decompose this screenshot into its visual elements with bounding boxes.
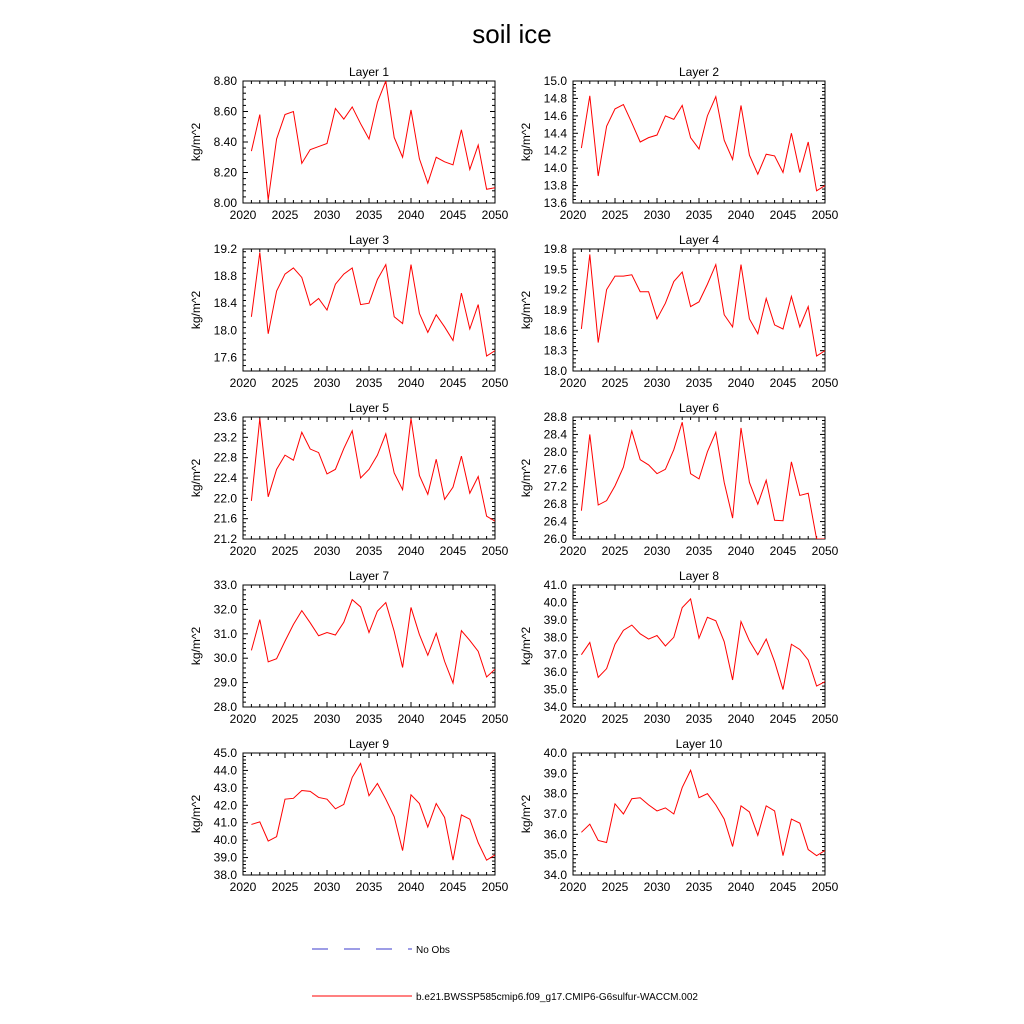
- legend-label-model: b.e21.BWSSP585cmip6.f09_g17.CMIP6-G6sulfur-WACCM.002: [416, 992, 698, 1003]
- layer-8-ytick-label: 37.0: [543, 647, 567, 662]
- layer-3-frame: [243, 249, 495, 371]
- layer-2-ytick-label: 13.6: [543, 196, 567, 210]
- layer-3-title: Layer 3: [348, 233, 390, 247]
- layer-10-ytick-label: 39.0: [543, 766, 567, 781]
- layer-2-ytick-label: 14.0: [543, 161, 567, 176]
- panel-layer-8: [519, 569, 839, 726]
- layer-3-xtick-label: 2020: [229, 376, 257, 390]
- layer-4-ytick-label: 18.3: [543, 343, 567, 358]
- layer-7-ylabel: kg/m^2: [189, 626, 203, 666]
- layer-2-ytick-label: 14.6: [543, 108, 567, 123]
- layer-10-ytick-label: 34.0: [543, 868, 567, 882]
- layer-9-ytick-label: 40.0: [213, 833, 237, 848]
- layer-9-xtick-label: 2045: [439, 880, 467, 894]
- layer-1-ytick-label: 8.00: [213, 196, 237, 210]
- layer-8-ytick-label: 40.0: [543, 595, 567, 610]
- layer-9-xtick-label: 2040: [397, 880, 425, 894]
- layer-4-ytick-label: 18.9: [543, 303, 567, 317]
- layer-1-xtick-label: 2045: [439, 208, 467, 222]
- layer-10-series-line: [581, 770, 825, 855]
- layer-6-xtick-label: 2030: [643, 544, 671, 558]
- layer-10-xtick-label: 2050: [811, 880, 839, 894]
- layer-6-ytick-label: 28.4: [543, 427, 567, 442]
- layer-4-title: Layer 4: [678, 233, 720, 247]
- layer-1-frame: [243, 81, 495, 203]
- layer-6-ytick-label: 26.8: [543, 497, 567, 512]
- layer-6-series-line: [581, 422, 825, 539]
- layer-3-xtick-label: 2040: [397, 376, 425, 390]
- layer-9-ylabel: kg/m^2: [189, 794, 203, 834]
- legend-label-no-obs: No Obs: [416, 945, 450, 956]
- layer-1-ylabel: kg/m^2: [189, 122, 203, 162]
- layer-4-ytick-label: 19.8: [543, 242, 567, 256]
- layer-8-xtick-label: 2020: [559, 712, 587, 726]
- panel-layer-4: [519, 233, 839, 390]
- layer-7-title: Layer 7: [348, 569, 390, 583]
- layer-8-ytick-label: 35.0: [543, 682, 567, 697]
- layer-4-xtick-label: 2025: [601, 376, 629, 390]
- layer-10-ylabel: kg/m^2: [519, 794, 533, 834]
- layer-9-frame: [243, 753, 495, 875]
- layer-6-ytick-label: 27.2: [543, 479, 567, 494]
- layer-5-xtick-label: 2045: [439, 544, 467, 558]
- layer-2-xtick-label: 2025: [601, 208, 629, 222]
- layer-7-xtick-label: 2035: [355, 712, 383, 726]
- layer-4-series-line: [581, 254, 825, 356]
- panel-layer-2: [519, 65, 839, 222]
- layer-2-title: Layer 2: [678, 65, 720, 79]
- layer-10-xtick-label: 2025: [601, 880, 629, 894]
- panel-layer-6: [519, 401, 839, 558]
- layer-5-ytick-label: 21.6: [213, 511, 237, 526]
- layer-2-xtick-label: 2020: [559, 208, 587, 222]
- layer-8-ytick-label: 38.0: [543, 630, 567, 645]
- layer-2-xtick-label: 2035: [685, 208, 713, 222]
- layer-5-ytick-label: 22.8: [213, 450, 237, 465]
- layer-6-ytick-label: 26.4: [543, 514, 567, 529]
- layer-8-title: Layer 8: [678, 569, 720, 583]
- layer-2-series-line: [581, 96, 825, 191]
- layer-8-ytick-label: 39.0: [543, 612, 567, 627]
- layer-9-ytick-label: 39.0: [213, 850, 237, 865]
- layer-5-ytick-label: 23.2: [213, 430, 237, 445]
- layer-10-ytick-label: 36.0: [543, 827, 567, 842]
- layer-6-ytick-label: 28.0: [543, 444, 567, 459]
- layer-4-ytick-label: 18.6: [543, 323, 567, 338]
- layer-9-ytick-label: 42.0: [213, 798, 237, 813]
- layer-4-xtick-label: 2045: [769, 376, 797, 390]
- layer-1-xtick-label: 2040: [397, 208, 425, 222]
- layer-3-ytick-label: 18.0: [213, 323, 237, 338]
- layer-6-ylabel: kg/m^2: [519, 458, 533, 498]
- layer-7-ytick-label: 31.0: [213, 626, 237, 641]
- layer-6-xtick-label: 2035: [685, 544, 713, 558]
- panel-layer-3: [189, 233, 509, 390]
- layer-6-xtick-label: 2050: [811, 544, 839, 558]
- layer-7-ytick-label: 33.0: [213, 578, 237, 592]
- layer-2-xtick-label: 2040: [727, 208, 755, 222]
- layer-9-ytick-label: 41.0: [213, 815, 237, 830]
- layer-2-xtick-label: 2045: [769, 208, 797, 222]
- layer-3-xtick-label: 2030: [313, 376, 341, 390]
- layer-6-title: Layer 6: [678, 401, 720, 415]
- layer-1-title: Layer 1: [348, 65, 390, 79]
- layer-4-xtick-label: 2020: [559, 376, 587, 390]
- layer-3-xtick-label: 2050: [481, 376, 509, 390]
- layer-10-xtick-label: 2030: [643, 880, 671, 894]
- layer-1-xtick-label: 2035: [355, 208, 383, 222]
- layer-9-xtick-label: 2025: [271, 880, 299, 894]
- layer-5-ytick-label: 22.0: [213, 491, 237, 506]
- layer-7-series-line: [251, 600, 495, 683]
- layer-3-xtick-label: 2045: [439, 376, 467, 390]
- layer-2-ytick-label: 14.8: [543, 91, 567, 106]
- layer-8-frame: [573, 585, 825, 707]
- layer-10-ytick-label: 37.0: [543, 807, 567, 821]
- layer-3-series-line: [251, 252, 495, 356]
- layer-4-ytick-label: 18.0: [543, 364, 567, 378]
- layer-5-ylabel: kg/m^2: [189, 458, 203, 498]
- layer-8-ytick-label: 36.0: [543, 665, 567, 680]
- panels-grid: [189, 65, 839, 894]
- layer-5-ytick-label: 22.4: [213, 471, 237, 485]
- layer-3-ylabel: kg/m^2: [189, 290, 203, 330]
- panel-layer-9: [189, 737, 509, 894]
- layer-9-xtick-label: 2020: [229, 880, 257, 894]
- layer-1-xtick-label: 2050: [481, 208, 509, 222]
- layer-1-xtick-label: 2020: [229, 208, 257, 222]
- layer-10-xtick-label: 2035: [685, 880, 713, 894]
- layer-1-ytick-label: 8.80: [213, 74, 237, 88]
- layer-3-xtick-label: 2025: [271, 376, 299, 390]
- layer-2-ytick-label: 13.8: [543, 178, 567, 193]
- layer-5-ytick-label: 21.2: [213, 532, 237, 546]
- panel-layer-1: [189, 65, 509, 222]
- layer-5-title: Layer 5: [348, 401, 390, 415]
- layer-9-ytick-label: 45.0: [213, 746, 237, 760]
- layer-7-ytick-label: 30.0: [213, 651, 237, 666]
- layer-6-ytick-label: 28.8: [543, 410, 567, 424]
- layer-1-ytick-label: 8.60: [213, 104, 237, 119]
- layer-8-xtick-label: 2045: [769, 712, 797, 726]
- layer-8-xtick-label: 2040: [727, 712, 755, 726]
- layer-8-xtick-label: 2025: [601, 712, 629, 726]
- panel-layer-7: [189, 569, 509, 726]
- layer-7-xtick-label: 2045: [439, 712, 467, 726]
- layer-10-frame: [573, 753, 825, 875]
- layer-5-series-line: [251, 419, 495, 522]
- layer-6-ytick-label: 26.0: [543, 532, 567, 546]
- layer-6-xtick-label: 2020: [559, 544, 587, 558]
- layer-5-xtick-label: 2025: [271, 544, 299, 558]
- layer-7-xtick-label: 2020: [229, 712, 257, 726]
- layer-9-title: Layer 9: [348, 737, 390, 751]
- layer-7-xtick-label: 2025: [271, 712, 299, 726]
- layer-5-ytick-label: 23.6: [213, 410, 237, 424]
- layer-2-frame: [573, 81, 825, 203]
- layer-8-xtick-label: 2050: [811, 712, 839, 726]
- layer-4-ylabel: kg/m^2: [519, 290, 533, 330]
- layer-10-xtick-label: 2020: [559, 880, 587, 894]
- layer-4-xtick-label: 2050: [811, 376, 839, 390]
- layer-4-xtick-label: 2040: [727, 376, 755, 390]
- layer-5-xtick-label: 2030: [313, 544, 341, 558]
- layer-2-ytick-label: 15.0: [543, 74, 567, 88]
- layer-5-xtick-label: 2040: [397, 544, 425, 558]
- layer-10-ytick-label: 38.0: [543, 786, 567, 801]
- layer-2-ytick-label: 14.2: [543, 143, 567, 158]
- layer-3-ytick-label: 18.4: [213, 296, 237, 311]
- layer-8-xtick-label: 2035: [685, 712, 713, 726]
- layer-8-series-line: [581, 599, 825, 690]
- layer-1-ytick-label: 8.40: [213, 135, 237, 149]
- layer-2-ytick-label: 14.4: [543, 126, 567, 141]
- layer-4-ytick-label: 19.2: [543, 282, 567, 297]
- layer-9-ytick-label: 44.0: [213, 763, 237, 778]
- layer-1-xtick-label: 2025: [271, 208, 299, 222]
- layer-10-ytick-label: 40.0: [543, 746, 567, 760]
- layer-2-xtick-label: 2050: [811, 208, 839, 222]
- layer-7-frame: [243, 585, 495, 707]
- layer-2-xtick-label: 2030: [643, 208, 671, 222]
- layer-6-xtick-label: 2025: [601, 544, 629, 558]
- layer-7-ytick-label: 28.0: [213, 700, 237, 714]
- layer-1-ytick-label: 8.20: [213, 165, 237, 180]
- layer-7-xtick-label: 2050: [481, 712, 509, 726]
- layer-7-ytick-label: 32.0: [213, 602, 237, 617]
- layer-7-ytick-label: 29.0: [213, 675, 237, 690]
- layer-5-xtick-label: 2050: [481, 544, 509, 558]
- layer-3-ytick-label: 19.2: [213, 242, 237, 256]
- figure-title: soil ice: [472, 19, 552, 49]
- layer-3-ytick-label: 18.8: [213, 269, 237, 284]
- layer-9-series-line: [251, 763, 495, 860]
- layer-10-xtick-label: 2040: [727, 880, 755, 894]
- layer-1-xtick-label: 2030: [313, 208, 341, 222]
- layer-9-xtick-label: 2050: [481, 880, 509, 894]
- legend: [312, 945, 698, 1003]
- panel-layer-5: [189, 401, 509, 558]
- layer-7-xtick-label: 2040: [397, 712, 425, 726]
- layer-6-xtick-label: 2045: [769, 544, 797, 558]
- layer-9-ytick-label: 38.0: [213, 868, 237, 882]
- layer-10-ytick-label: 35.0: [543, 847, 567, 862]
- layer-4-xtick-label: 2030: [643, 376, 671, 390]
- layer-9-ytick-label: 43.0: [213, 780, 237, 795]
- layer-4-ytick-label: 19.5: [543, 262, 567, 277]
- layer-3-xtick-label: 2035: [355, 376, 383, 390]
- layer-4-frame: [573, 249, 825, 371]
- layer-8-ytick-label: 34.0: [543, 700, 567, 714]
- layer-7-xtick-label: 2030: [313, 712, 341, 726]
- layer-6-ytick-label: 27.6: [543, 462, 567, 477]
- layer-9-xtick-label: 2035: [355, 880, 383, 894]
- layer-6-xtick-label: 2040: [727, 544, 755, 558]
- layer-5-xtick-label: 2020: [229, 544, 257, 558]
- layer-9-xtick-label: 2030: [313, 880, 341, 894]
- layer-8-xtick-label: 2030: [643, 712, 671, 726]
- layer-5-frame: [243, 417, 495, 539]
- layer-4-xtick-label: 2035: [685, 376, 713, 390]
- layer-1-series-line: [251, 81, 495, 200]
- layer-3-ytick-label: 17.6: [213, 350, 237, 365]
- layer-5-xtick-label: 2035: [355, 544, 383, 558]
- layer-2-ylabel: kg/m^2: [519, 122, 533, 162]
- layer-10-title: Layer 10: [675, 737, 723, 751]
- layer-8-ytick-label: 41.0: [543, 578, 567, 592]
- panel-layer-10: [519, 737, 839, 894]
- layer-10-xtick-label: 2045: [769, 880, 797, 894]
- layer-8-ylabel: kg/m^2: [519, 626, 533, 666]
